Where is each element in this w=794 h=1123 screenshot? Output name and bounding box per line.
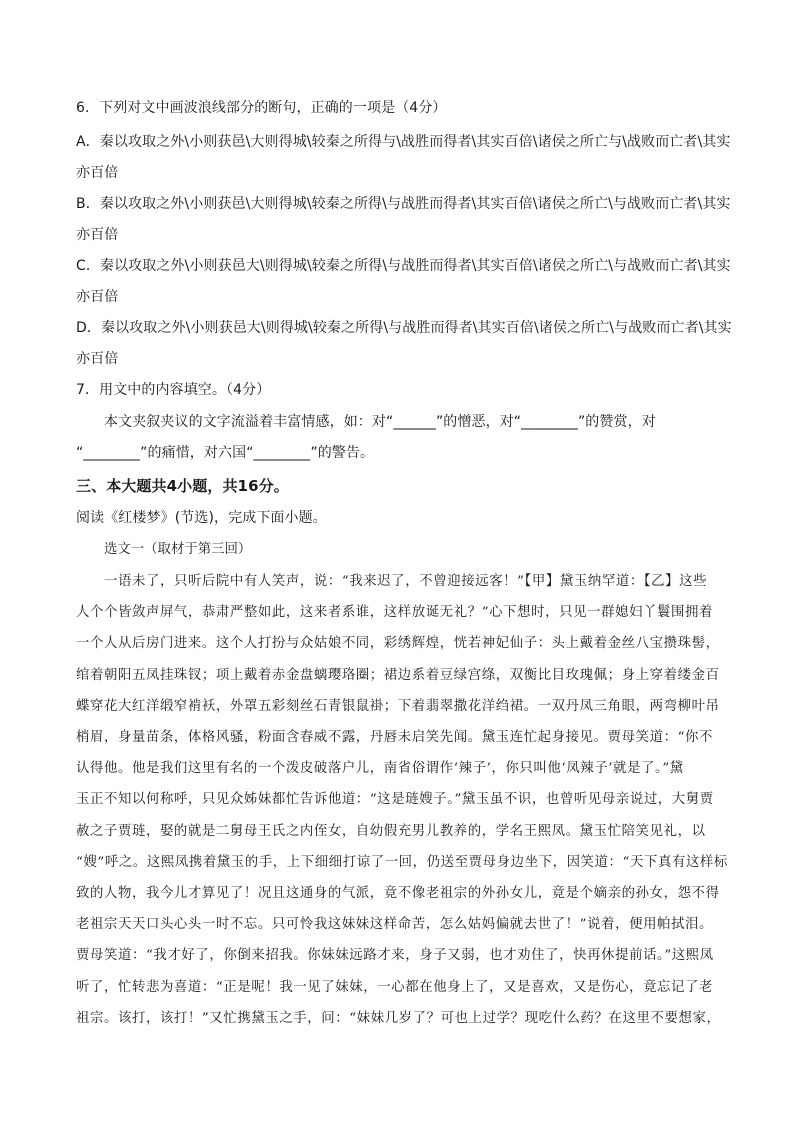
passage-line: 听了，忙转悲为喜道：“正是呢！我一见了妹妹，一心都在他身上了，又是喜欢，又是伤心，竟忘记了老 <box>76 979 714 995</box>
section-3-intro: 阅读《红楼梦》(节选)，完成下面小题。 <box>76 510 327 526</box>
passage-line: 人个个皆敛声屏气，恭肃严整如此，这来者系谁，这样放诞无礼？”心下想时，只见一群媳妇丫鬟围拥着 <box>76 605 714 621</box>
passage-line: 绾着朝阳五凤挂珠钗；项上戴着赤金盘螭璎珞圈；裙边系着豆绿宫绦，双衡比目玫瑰佩；身上穿着缕金百 <box>76 667 720 683</box>
passage-line: 老祖宗天天口头心头一时不忘。只可怜我这妹妹这样命苦，怎么姑妈偏就去世了！”说着，便用帕拭泪。 <box>76 917 714 933</box>
option-a-line-1: A．秦以攻取之外\小则获邑\大则得城\较秦之所得与\战胜而得者\其实百倍\诸侯之所亡与\战败而亡者\其实 <box>76 134 731 150</box>
option-a-line-2: 亦百倍 <box>76 165 119 181</box>
question-6-stem: 6．下列对文中画波浪线部分的断句，正确的一项是（4分） <box>76 100 447 116</box>
section-3-heading: 三、本大题共4小题，共16分。 <box>76 477 289 495</box>
option-b-line-2: 亦百倍 <box>76 227 119 243</box>
passage-line: 认得他。他是我们这里有名的一个泼皮破落户儿，南省俗谓作‘辣子’，你只叫他‘凤辣子’就是了。”黛 <box>76 761 684 777</box>
passage-line: 赦之子贾琏，娶的就是二舅母王氏之内侄女，自幼假充男儿教养的，学名王熙凤。黛玉忙陪笑见礼，以 <box>76 823 706 839</box>
passage-line: 祖宗。该打，该打！”又忙携黛玉之手，问：“妹妹几岁了？可也上过学？现吃什么药？在这里不要想家， <box>76 1010 721 1026</box>
option-d-line-1: D．秦以攻取之外\小则获邑大\则得城\较秦之所得\与战胜而得者\其实百倍\诸侯之所亡\与战败而亡者\其实 <box>76 320 732 336</box>
option-c-line-1: C．秦以攻取之外\小则获邑大\则得城\较秦之所得\与战胜而得者\其实百倍\诸侯之所亡\与战败而亡者\其实 <box>76 258 731 274</box>
option-b-line-1: B．秦以攻取之外\小则获邑\大则得城\较秦之所得\与战胜而得者\其实百倍\诸侯之所亡\与战败而亡者\其实 <box>76 196 731 212</box>
passage-line: 蝶穿花大红洋缎窄褃袄，外罩五彩刻丝石青银鼠褂；下着翡翠撒花洋绉裙。一双丹凤三角眼，两弯柳叶吊 <box>76 698 720 714</box>
passage-line: 贾母笑道：“我才好了，你倒来招我。你妹妹远路才来，身子又弱，也才劝住了，快再休提前话。”这熙凤 <box>76 948 714 964</box>
passage-line: 玉正不知以何称呼，只见众姊妹都忙告诉他道：“这是琏嫂子。”黛玉虽不识，也曾听见母亲说过，大舅贾 <box>76 792 714 808</box>
question-7-line-1: 本文夹叙夹议的文字流溢着丰富情感，如：对“______”的憎恶，对“________”的赞赏，对 <box>104 414 656 430</box>
question-7-stem: 7．用文中的内容填空。（4分） <box>76 382 271 398</box>
passage-line: 致的人物，我今儿才算见了！况且这通身的气派，竟不像老祖宗的外孙女儿，竟是个嫡亲的孙女，怨不得 <box>76 886 720 901</box>
passage-line: “嫂”呼之。这熙凤携着黛玉的手，上下细细打谅了一回，仍送至贾母身边坐下，因笑道：“天下真有这样标 <box>76 854 728 870</box>
question-7-line-2: “________”的痛惜，对六国“________”的警告。 <box>76 445 375 461</box>
option-c-line-2: 亦百倍 <box>76 289 119 305</box>
passage-line: 一语未了，只听后院中有人笑声，说：“我来迟了，不曾迎接远客！”【甲】黛玉纳罕道：【乙】这些 <box>104 574 708 589</box>
passage-line: 一个人从后房门进来。这个人打扮与众姑娘不同，彩绣辉煌，恍若神妃仙子：头上戴着金丝八宝攒珠髻， <box>76 636 720 652</box>
passage-title: 选文一（取材于第三回） <box>104 542 252 557</box>
passage-line: 梢眉，身量苗条，体格风骚，粉面含春威不露，丹唇未启笑先闻。黛玉连忙起身接见。贾母笑道：“你不 <box>76 730 714 745</box>
option-d-line-2: 亦百倍 <box>76 351 119 367</box>
